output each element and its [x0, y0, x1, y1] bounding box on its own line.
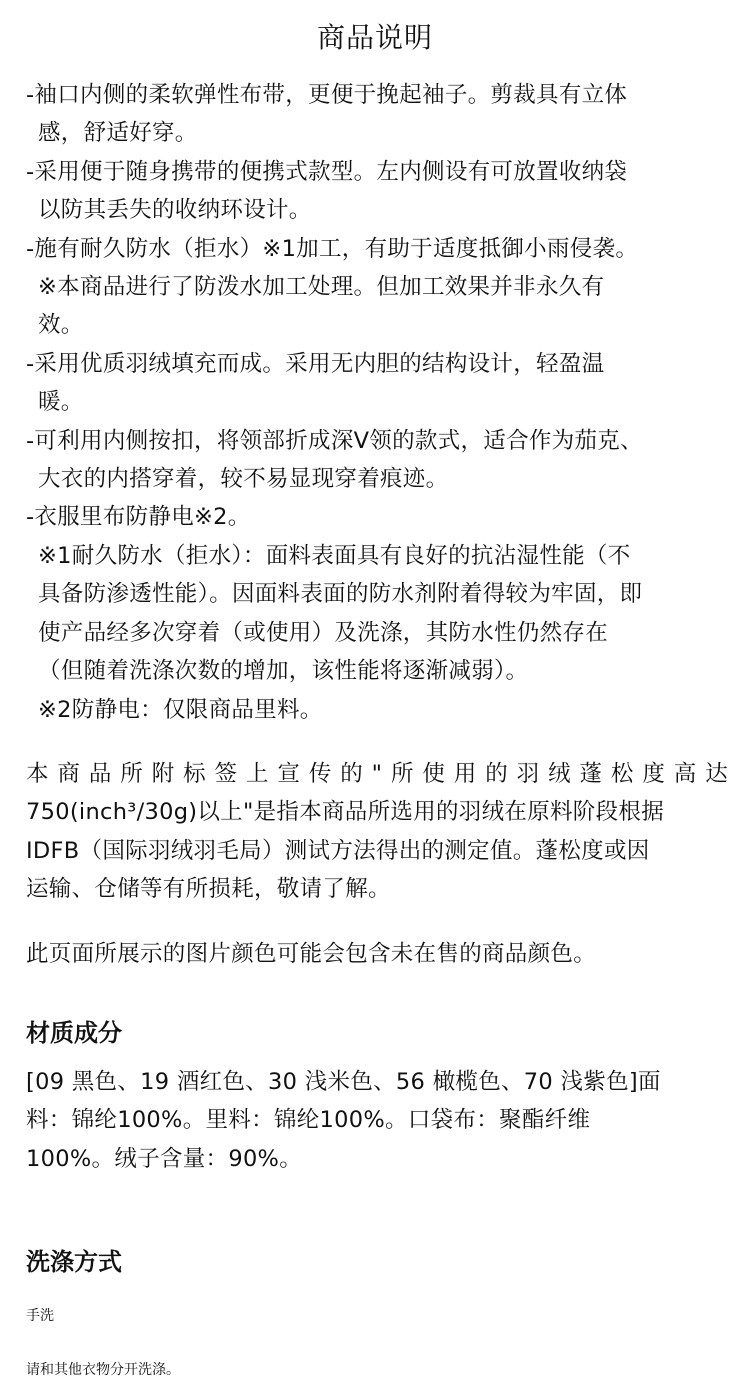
description-line: -采用优质羽绒填充而成。采用无内胆的结构设计，轻盈温 — [26, 350, 605, 377]
description-line: -采用便于随身携带的便携式款型。左内侧设有可放置收纳袋 — [26, 158, 628, 185]
description-line: ※2防静电：仅限商品里料。 — [38, 696, 323, 723]
fill-power-line: 本商品所附标签上宣传的"所使用的羽绒蓬松度高达 — [26, 760, 728, 787]
fill-power-line: 750(inch³/30g)以上"是指本商品所选用的羽绒在原料阶段根据 — [26, 799, 665, 826]
description-line: ※1耐久防水（拒水）：面料表面具有良好的抗沾湿性能（不 — [38, 542, 631, 569]
feature-description — [0, 76, 750, 729]
page-title: 商品说明 — [316, 21, 433, 54]
description-line: 具备防渗透性能）。因面料表面的防水剂附着得较为牢固，即 — [38, 581, 643, 608]
fill-power-note — [0, 755, 750, 909]
color-notice — [0, 935, 750, 973]
color-notice-text: 此页面所展示的图片颜色可能会包含未在售的商品颜色。 — [26, 940, 597, 967]
description-line: 效。 — [38, 312, 84, 339]
fill-power-line: IDFB（国际羽绒羽毛局）测试方法得出的测定值。蓬松度或因 — [26, 837, 650, 864]
fill-power-line: 运输、仓储等有所损耗，敬请了解。 — [26, 876, 391, 903]
material-line: 100%。绒子含量：90%。 — [26, 1145, 303, 1172]
material-composition — [0, 1063, 750, 1178]
material-line: 料：锦纶100%。里料：锦纶100%。口袋布：聚酯纤维 — [26, 1107, 591, 1134]
description-line: -施有耐久防水（拒水）※1加工，有助于适度抵御小雨侵袭。 — [26, 235, 639, 262]
description-line: 感，舒适好穿。 — [38, 120, 198, 147]
material-line: [09 黑色、19 酒红色、30 浅米色、56 橄榄色、70 浅紫色]面 — [26, 1068, 661, 1095]
description-line: 大衣的内搭穿着，较不易显现穿着痕迹。 — [38, 466, 449, 493]
washing-method: 手洗 — [26, 1308, 54, 1325]
description-line: （但随着洗涤次数的增加，该性能将逐渐减弱）。 — [38, 658, 529, 685]
washing-heading: 洗涤方式 — [26, 1248, 122, 1277]
description-line: 使产品经多次穿着（或使用）及洗涤，其防水性仍然存在 — [38, 619, 609, 646]
description-line: 以防其丢失的收纳环设计。 — [38, 197, 312, 224]
material-heading: 材质成分 — [26, 1018, 122, 1047]
description-line: -衣服里布防静电※2。 — [26, 504, 251, 531]
washing-note: 请和其他衣物分开洗涤。 — [26, 1362, 180, 1379]
description-line: -可利用内侧按扣，将领部折成深V领的款式，适合作为茄克、 — [26, 427, 643, 454]
description-line: 暖。 — [38, 389, 84, 416]
description-line: ※本商品进行了防泼水加工处理。但加工效果并非永久有 — [38, 274, 605, 301]
description-line: -袖口内侧的柔软弹性布带，更便于挽起袖子。剪裁具有立体 — [26, 82, 628, 108]
